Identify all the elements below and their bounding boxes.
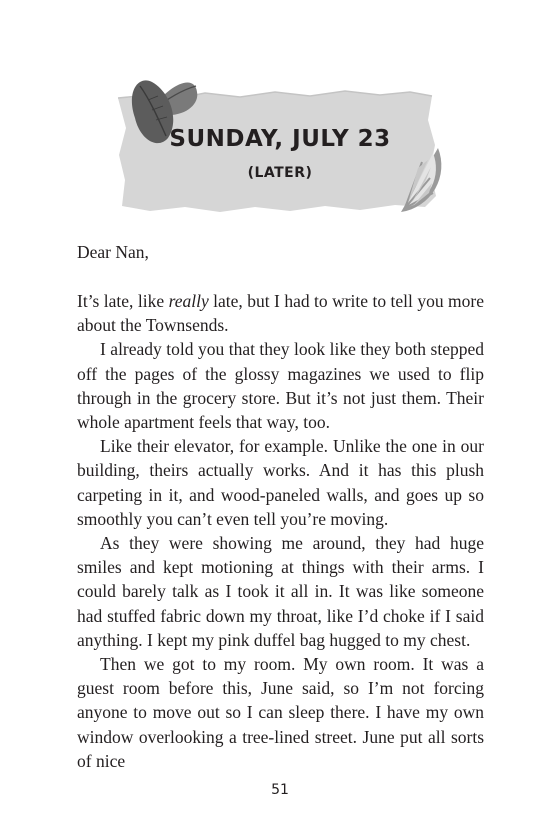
emphasis-really: really <box>168 291 209 311</box>
paragraph-4: As they were showing me around, they had huge smiles and kept motioning at things with their arms. I could barely talk as I took it all in. It was like someone had stuffed fabric down my throat, like I’d choke if I said anything. I kept my pink duffel bag hugged to my chest. <box>77 533 484 650</box>
letter-salutation: Dear Nan, <box>77 242 149 262</box>
paragraph-2: I already told you that they look like they both stepped off the pages of the glossy magazines we used to flip through in the grocery store. But it’s not just them. Their whole apartment feels that way, too. <box>77 339 484 433</box>
header-decoration <box>0 0 560 240</box>
paragraph-1-start: It’s late, like <box>77 291 169 311</box>
chapter-header-art <box>0 0 560 240</box>
letter-body <box>77 289 484 773</box>
paragraph-1-end: late, but I had to write to tell you more about the Townsends. <box>77 291 484 336</box>
chapter-title: SUNDAY, JULY 23 <box>169 126 391 152</box>
paragraph-1 <box>77 289 484 337</box>
chapter-subtitle: (LATER) <box>247 165 313 181</box>
page-number: 51 <box>271 782 289 798</box>
paragraph-3: Like their elevator, for example. Unlike the one in our building, theirs actually works. And it has this plush carpeting in it, and wood-paneled walls, and goes up so smoothly you can’t even tell you’re moving. <box>77 436 484 529</box>
paragraph-5: Then we got to my room. My own room. It was a guest room before this, June said, so I’m not forcing anyone to move out so I can sleep there. I have my own window overlooking a tree-lined street. June put all sorts of nice <box>77 654 484 771</box>
